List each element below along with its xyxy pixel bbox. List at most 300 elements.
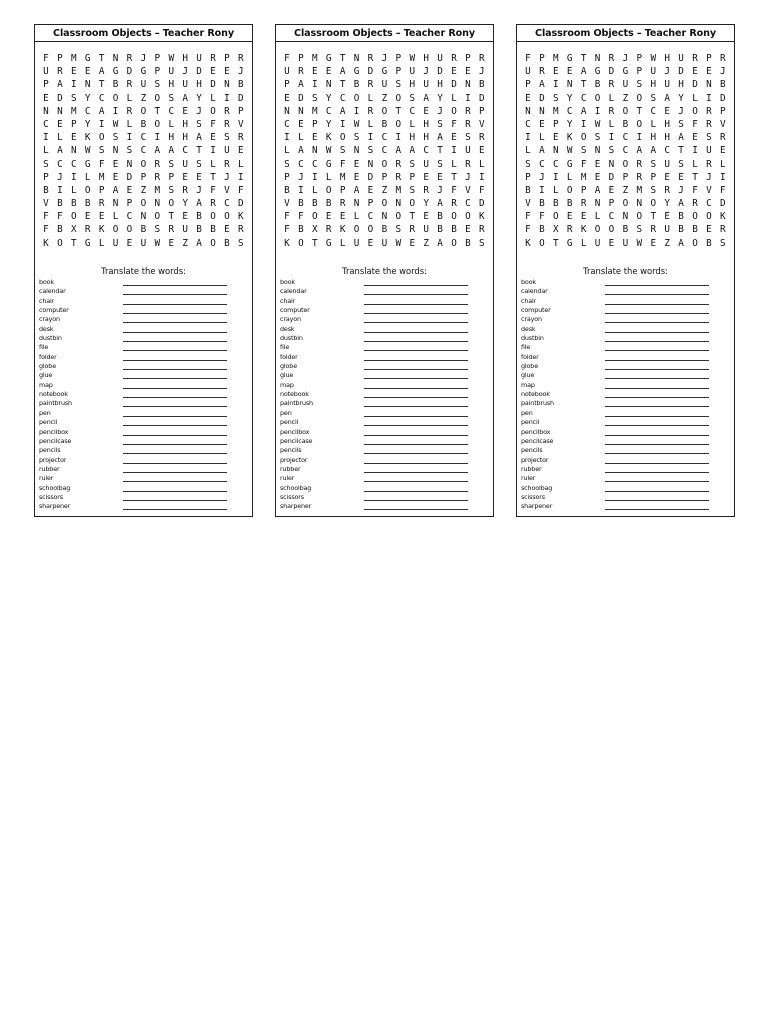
grid-letter: L <box>525 145 531 157</box>
grid-letter: O <box>126 224 133 236</box>
grid-letter: R <box>451 53 457 64</box>
grid-letter: S <box>43 158 49 170</box>
grid-letter: S <box>437 118 443 130</box>
grid-letter: T <box>154 105 161 117</box>
vocabulary-row <box>280 381 480 390</box>
grid-letter: R <box>339 198 346 210</box>
grid-letter: L <box>367 118 374 130</box>
grid-letter: I <box>552 171 559 183</box>
grid-letter: R <box>238 53 244 64</box>
grid-letter: P <box>284 171 290 183</box>
grid-letter: Y <box>182 198 188 210</box>
grid-letter: R <box>395 158 402 170</box>
vocabulary-word: book <box>39 278 54 286</box>
vocabulary-row <box>280 287 480 296</box>
grid-letter: R <box>298 66 304 78</box>
answer-blank-line <box>123 425 227 426</box>
grid-letter: P <box>298 53 304 64</box>
grid-letter: S <box>437 158 443 170</box>
grid-letter: L <box>210 158 216 170</box>
grid-letter: P <box>636 66 643 78</box>
grid-letter: E <box>182 105 188 117</box>
grid-letter: D <box>367 66 374 78</box>
grid-letter: S <box>238 237 244 249</box>
grid-letter: M <box>339 171 346 183</box>
grid-letter: S <box>525 158 531 170</box>
grid-letter: O <box>353 224 360 236</box>
grid-letter: G <box>84 237 91 249</box>
vocabulary-row <box>521 456 721 465</box>
answer-blank-line <box>123 360 227 361</box>
grid-letter: O <box>367 224 374 236</box>
answer-blank-line <box>123 453 227 454</box>
grid-letter: E <box>664 105 670 117</box>
answer-blank-line <box>123 294 227 295</box>
grid-letter: E <box>451 66 457 78</box>
grid-letter: O <box>84 184 91 196</box>
vocabulary-word: pencilcase <box>39 436 72 445</box>
grid-row <box>39 131 248 144</box>
translate-heading: Translate the words: <box>101 266 186 276</box>
vocabulary-word: rubber <box>280 464 301 473</box>
grid-letter: R <box>84 224 91 236</box>
grid-letter: C <box>580 92 587 104</box>
grid-letter: J <box>437 105 443 117</box>
grid-letter: L <box>608 118 615 130</box>
grid-letter: E <box>678 171 684 183</box>
vocabulary-word: chair <box>39 296 55 305</box>
grid-letter: R <box>720 224 726 236</box>
vocabulary-row <box>521 409 721 418</box>
grid-letter: K <box>720 211 726 223</box>
answer-blank-line <box>123 332 227 333</box>
grid-letter: Y <box>437 92 443 104</box>
vocabulary-list <box>280 278 480 512</box>
grid-letter: O <box>154 211 161 223</box>
grid-letter: R <box>238 132 244 144</box>
vocabulary-row <box>39 362 239 371</box>
grid-letter: G <box>325 237 332 249</box>
grid-letter: B <box>57 198 63 210</box>
vocabulary-word: schoolbag <box>39 483 71 492</box>
grid-letter: P <box>43 171 49 183</box>
grid-letter: P <box>224 53 230 64</box>
grid-letter: G <box>381 66 388 78</box>
grid-letter: D <box>238 198 244 210</box>
grid-letter: E <box>311 66 318 78</box>
grid-letter: O <box>451 211 457 223</box>
vocabulary-list <box>521 278 721 512</box>
grid-letter: P <box>395 53 402 64</box>
grid-letter: M <box>154 184 161 196</box>
vocabulary-word: computer <box>39 306 69 315</box>
title-divider <box>35 41 252 42</box>
grid-letter: K <box>325 132 332 144</box>
vocabulary-word: file <box>280 343 290 352</box>
grid-letter: K <box>98 224 105 236</box>
answer-blank-line <box>605 369 709 370</box>
grid-letter: R <box>224 118 230 130</box>
grid-letter: C <box>622 145 629 157</box>
vocabulary-row <box>280 456 480 465</box>
grid-letter: D <box>479 92 485 104</box>
grid-letter: Y <box>566 92 573 104</box>
grid-letter: E <box>325 211 332 223</box>
vocabulary-word: file <box>521 343 531 352</box>
vocabulary-word: projector <box>280 455 308 464</box>
grid-letter: E <box>692 66 698 78</box>
vocabulary-word: projector <box>521 455 549 464</box>
vocabulary-row <box>280 306 480 315</box>
grid-letter: N <box>566 79 573 91</box>
grid-letter: S <box>650 158 657 170</box>
answer-blank-line <box>605 481 709 482</box>
grid-letter: H <box>409 132 416 144</box>
grid-letter: E <box>594 171 601 183</box>
grid-letter: W <box>409 53 416 64</box>
grid-letter: L <box>552 184 559 196</box>
vocabulary-word: folder <box>280 352 298 361</box>
grid-letter: L <box>98 237 105 249</box>
vocabulary-row <box>39 484 239 493</box>
grid-letter: R <box>224 105 230 117</box>
grid-letter: O <box>636 118 643 130</box>
grid-letter: K <box>525 237 531 249</box>
grid-letter: R <box>479 132 485 144</box>
grid-letter: N <box>112 145 119 157</box>
grid-letter: P <box>608 198 615 210</box>
grid-letter: A <box>112 184 119 196</box>
grid-letter: M <box>70 53 77 64</box>
vocabulary-word: globe <box>521 362 538 371</box>
grid-letter: S <box>353 132 360 144</box>
grid-letter: W <box>168 53 175 64</box>
grid-letter: S <box>650 92 657 104</box>
grid-letter: M <box>70 105 77 117</box>
grid-letter: H <box>437 79 443 91</box>
grid-row <box>280 105 489 118</box>
grid-letter: B <box>678 211 684 223</box>
translate-heading: Translate the words: <box>583 266 668 276</box>
grid-letter: G <box>325 158 332 170</box>
grid-letter: I <box>580 118 587 130</box>
answer-blank-line <box>605 304 709 305</box>
grid-letter: H <box>182 53 188 64</box>
grid-letter: C <box>126 211 133 223</box>
grid-row <box>39 223 248 236</box>
grid-letter: D <box>720 92 726 104</box>
grid-letter: E <box>325 66 332 78</box>
vocabulary-word: pencils <box>521 446 543 455</box>
vocabulary-row <box>280 334 480 343</box>
grid-letter: P <box>43 79 49 91</box>
grid-letter: V <box>479 118 485 130</box>
grid-letter: E <box>224 224 230 236</box>
grid-letter: E <box>409 237 416 249</box>
vocabulary-row <box>280 446 480 455</box>
grid-letter: W <box>325 145 332 157</box>
grid-letter: C <box>284 118 290 130</box>
grid-letter: E <box>43 92 49 104</box>
grid-letter: O <box>706 211 712 223</box>
vocabulary-row <box>521 465 721 474</box>
grid-letter: H <box>664 53 670 64</box>
vocabulary-row <box>521 334 721 343</box>
grid-letter: C <box>552 158 559 170</box>
grid-letter: G <box>353 66 360 78</box>
grid-letter: S <box>409 158 416 170</box>
grid-letter: F <box>451 184 457 196</box>
vocabulary-row <box>39 446 239 455</box>
grid-letter: V <box>284 198 290 210</box>
vocabulary-word: folder <box>521 352 539 361</box>
grid-letter: R <box>98 198 105 210</box>
grid-letter: D <box>196 66 202 78</box>
vocabulary-row <box>280 428 480 437</box>
grid-letter: P <box>552 118 559 130</box>
grid-letter: E <box>238 145 244 157</box>
grid-letter: T <box>311 237 318 249</box>
grid-letter: L <box>325 171 332 183</box>
grid-letter: O <box>381 105 388 117</box>
grid-letter: R <box>423 184 429 196</box>
vocabulary-word: pencils <box>280 446 302 455</box>
grid-letter: P <box>409 171 416 183</box>
vocabulary-word: notebook <box>521 390 550 399</box>
grid-letter: P <box>154 66 161 78</box>
grid-letter: E <box>112 158 119 170</box>
answer-blank-line <box>605 425 709 426</box>
answer-blank-line <box>364 369 468 370</box>
vocabulary-word: scissors <box>521 492 545 501</box>
grid-letter: P <box>284 79 290 91</box>
grid-letter: P <box>126 198 133 210</box>
grid-letter: O <box>325 184 332 196</box>
grid-letter: A <box>57 79 63 91</box>
grid-letter: A <box>57 145 63 157</box>
grid-letter: C <box>525 118 531 130</box>
grid-letter: Z <box>140 92 147 104</box>
answer-blank-line <box>364 435 468 436</box>
vocabulary-row <box>521 297 721 306</box>
grid-letter: R <box>706 105 712 117</box>
grid-letter: B <box>224 237 230 249</box>
grid-letter: N <box>126 158 133 170</box>
grid-letter: P <box>140 171 147 183</box>
vocabulary-row <box>521 484 721 493</box>
grid-letter: S <box>284 158 290 170</box>
grid-letter: P <box>580 184 587 196</box>
grid-letter: P <box>70 118 77 130</box>
vocabulary-row <box>280 409 480 418</box>
grid-letter: B <box>353 79 360 91</box>
grid-letter: N <box>298 105 304 117</box>
grid-letter: P <box>339 184 346 196</box>
grid-letter: C <box>70 158 77 170</box>
grid-letter: N <box>325 79 332 91</box>
grid-letter: L <box>298 132 304 144</box>
grid-letter: A <box>423 92 429 104</box>
grid-letter: A <box>395 145 402 157</box>
grid-letter: S <box>311 92 318 104</box>
vocabulary-row <box>521 390 721 399</box>
vocabulary-row <box>39 325 239 334</box>
grid-letter: O <box>210 105 216 117</box>
grid-letter: O <box>692 211 698 223</box>
grid-letter: N <box>353 198 360 210</box>
vocabulary-word: pen <box>521 408 533 417</box>
grid-letter: R <box>720 53 726 64</box>
grid-letter: J <box>423 66 429 78</box>
grid-letter: F <box>525 224 531 236</box>
grid-letter: E <box>224 66 230 78</box>
grid-letter: P <box>720 105 726 117</box>
grid-letter: Y <box>664 198 670 210</box>
grid-letter: D <box>126 171 133 183</box>
grid-letter: I <box>70 171 77 183</box>
grid-letter: E <box>367 237 374 249</box>
grid-letter: E <box>311 132 318 144</box>
grid-letter: F <box>43 224 49 236</box>
vocabulary-word: map <box>39 380 53 389</box>
grid-letter: B <box>311 198 318 210</box>
grid-letter: B <box>594 79 601 91</box>
vocabulary-row <box>280 399 480 408</box>
grid-letter: O <box>409 198 416 210</box>
vocabulary-row <box>39 390 239 399</box>
grid-letter: F <box>692 118 698 130</box>
vocabulary-row <box>521 381 721 390</box>
worksheet-card-2 <box>275 24 494 517</box>
grid-letter: R <box>325 224 332 236</box>
answer-blank-line <box>364 350 468 351</box>
grid-letter: U <box>381 237 388 249</box>
grid-letter: N <box>608 158 615 170</box>
grid-row <box>280 78 489 91</box>
grid-letter: I <box>298 184 304 196</box>
vocabulary-word: paintbrush <box>521 399 554 408</box>
grid-letter: D <box>608 171 615 183</box>
vocabulary-row <box>521 493 721 502</box>
answer-blank-line <box>364 313 468 314</box>
grid-letter: L <box>720 158 726 170</box>
vocabulary-row <box>280 371 480 380</box>
grid-letter: O <box>210 211 216 223</box>
grid-letter: R <box>465 105 471 117</box>
grid-letter: A <box>437 237 443 249</box>
answer-blank-line <box>364 500 468 501</box>
grid-row <box>521 197 730 210</box>
grid-letter: I <box>465 92 471 104</box>
grid-letter: C <box>608 211 615 223</box>
answer-blank-line <box>364 322 468 323</box>
vocabulary-word: ruler <box>39 474 54 483</box>
vocabulary-word: rubber <box>521 464 542 473</box>
grid-letter: G <box>112 66 119 78</box>
answer-blank-line <box>605 435 709 436</box>
grid-letter: E <box>423 171 429 183</box>
vocabulary-word: schoolbag <box>280 483 312 492</box>
grid-letter: T <box>437 145 443 157</box>
grid-letter: B <box>539 224 545 236</box>
vocabulary-word: notebook <box>39 390 68 399</box>
grid-letter: R <box>650 224 657 236</box>
grid-letter: A <box>182 92 188 104</box>
grid-letter: C <box>622 132 629 144</box>
grid-letter: L <box>451 92 457 104</box>
vocabulary-word: crayon <box>521 315 542 324</box>
grid-letter: O <box>154 118 161 130</box>
grid-letter: A <box>437 198 443 210</box>
grid-letter: S <box>395 224 402 236</box>
grid-letter: E <box>112 171 119 183</box>
grid-letter: E <box>126 237 133 249</box>
grid-letter: F <box>539 211 545 223</box>
vocabulary-word: paintbrush <box>280 399 313 408</box>
grid-letter: E <box>196 171 202 183</box>
grid-letter: R <box>238 224 244 236</box>
grid-letter: R <box>126 53 133 64</box>
grid-letter: C <box>664 145 670 157</box>
grid-letter: J <box>196 184 202 196</box>
grid-letter: R <box>168 224 175 236</box>
grid-letter: N <box>395 198 402 210</box>
answer-blank-line <box>605 350 709 351</box>
grid-letter: L <box>566 171 573 183</box>
grid-letter: A <box>539 145 545 157</box>
grid-letter: O <box>580 132 587 144</box>
grid-letter: F <box>210 184 216 196</box>
answer-blank-line <box>123 435 227 436</box>
grid-letter: G <box>622 66 629 78</box>
answer-blank-line <box>364 304 468 305</box>
answer-blank-line <box>364 472 468 473</box>
grid-row <box>521 184 730 197</box>
grid-letter: O <box>140 198 147 210</box>
vocabulary-row <box>521 306 721 315</box>
grid-letter: P <box>367 198 374 210</box>
grid-letter: I <box>70 79 77 91</box>
vocabulary-word: calendar <box>280 287 307 296</box>
grid-letter: E <box>608 184 615 196</box>
answer-blank-line <box>605 472 709 473</box>
grid-letter: I <box>720 171 726 183</box>
grid-row <box>521 118 730 131</box>
grid-letter: M <box>311 105 318 117</box>
grid-letter: C <box>84 105 91 117</box>
grid-letter: S <box>409 92 416 104</box>
grid-letter: Z <box>664 237 670 249</box>
grid-letter: T <box>70 237 77 249</box>
grid-row <box>39 78 248 91</box>
grid-letter: E <box>594 158 601 170</box>
grid-letter: R <box>367 105 374 117</box>
vocabulary-word: calendar <box>521 287 548 296</box>
grid-letter: B <box>706 237 712 249</box>
grid-letter: E <box>84 66 91 78</box>
grid-letter: O <box>168 198 175 210</box>
grid-letter: C <box>298 158 304 170</box>
grid-letter: E <box>182 211 188 223</box>
grid-letter: I <box>692 145 698 157</box>
grid-letter: F <box>43 53 49 64</box>
grid-letter: I <box>43 132 49 144</box>
grid-letter: P <box>311 118 318 130</box>
grid-letter: D <box>692 79 698 91</box>
grid-letter: S <box>552 92 559 104</box>
vocabulary-word: dustbin <box>39 334 62 343</box>
grid-letter: N <box>594 198 601 210</box>
